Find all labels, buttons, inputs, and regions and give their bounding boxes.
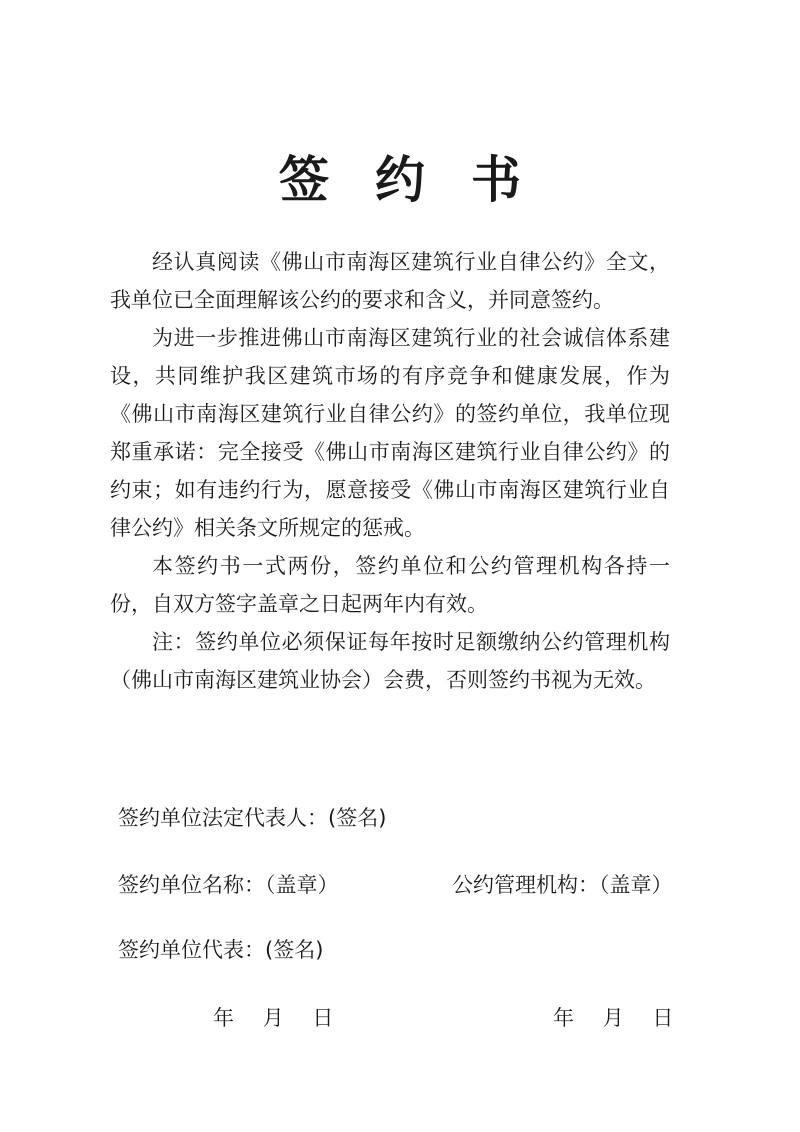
date-left	[213, 1003, 355, 1033]
management-body-seal: 公约管理机构：（盖章）	[452, 873, 673, 897]
paragraph-4-note: 注：签约单位必须保证每年按时足额缴纳公约管理机构（佛山市南海区建筑业协会）会费，否则签约书视为无效。	[110, 630, 670, 692]
date-right-day: 日	[652, 1006, 674, 1030]
date-left-year: 年	[213, 1006, 234, 1030]
document-title: 签约书	[279, 150, 567, 209]
date-left-month: 月	[262, 1006, 284, 1030]
paragraph-3: 本签约书一式两份，签约单位和公约管理机构各持一份，自双方签字盖章之日起两年内有效。	[110, 554, 670, 616]
date-right-year: 年	[553, 1006, 574, 1030]
date-left-day: 日	[312, 1006, 334, 1030]
legal-representative-signature: 签约单位法定代表人：(签名)	[118, 806, 387, 830]
date-right	[553, 1003, 695, 1033]
paragraph-1: 经认真阅读《佛山市南海区建筑行业自律公约》全文，我单位已全面理解该公约的要求和含义，并同意签约。	[110, 250, 670, 312]
signing-unit-name-seal: 签约单位名称：（盖章）	[118, 873, 339, 897]
signing-unit-representative-signature: 签约单位代表：(签名)	[118, 938, 324, 962]
document-body	[110, 243, 670, 699]
date-right-month: 月	[602, 1006, 624, 1030]
paragraph-2: 为进一步推进佛山市南海区建筑行业的社会诚信体系建设，共同维护我区建筑市场的有序竞争和健康发展，作为《佛山市南海区建筑行业自律公约》的签约单位，我单位现郑重承诺：完全接受《佛山市南海区建筑行业自律公约》的约束；如有违约行为，愿意接受《佛山市南海区建筑行业自律公约》相关条文所规定的惩戒。	[110, 326, 670, 540]
